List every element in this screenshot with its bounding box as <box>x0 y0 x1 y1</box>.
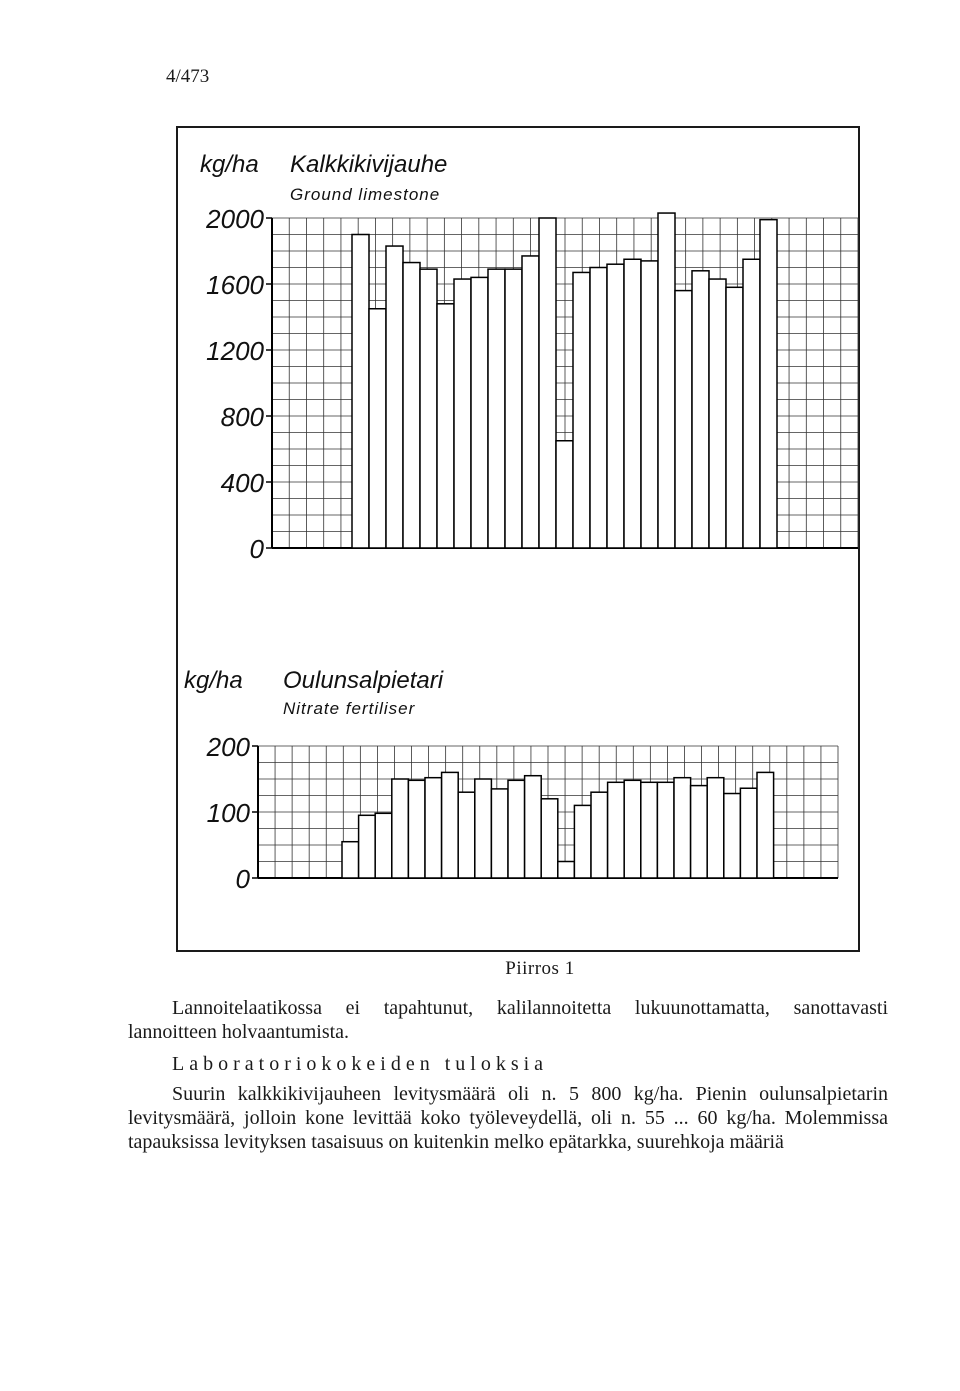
bar <box>624 259 641 548</box>
section-heading: Laboratoriokokeiden tuloksia <box>172 1053 549 1075</box>
bar <box>558 862 575 879</box>
y-tick-label: 800 <box>220 401 264 432</box>
chart-subtitle: Nitrate fertiliser <box>283 699 416 718</box>
bar <box>624 780 641 878</box>
bar <box>724 794 741 878</box>
bar <box>590 268 607 549</box>
bar <box>491 789 508 878</box>
y-tick-label: 1200 <box>206 335 264 366</box>
bar <box>726 287 743 548</box>
y-tick-label: 2000 <box>206 203 264 234</box>
bar <box>573 272 590 548</box>
y-tick-label: 400 <box>220 467 264 498</box>
bar <box>692 271 709 548</box>
bar <box>408 780 425 878</box>
bar <box>508 780 525 878</box>
paragraph-1: Lannoitelaatikossa ei tapahtunut, kalilannoitetta lukuunottamatta, sanottavasti lannoitteen holvaantumista. <box>128 997 888 1043</box>
bar <box>709 279 726 548</box>
bar <box>541 799 558 878</box>
bar <box>591 792 608 878</box>
body-text <box>128 996 888 1154</box>
bar <box>471 277 488 548</box>
bar <box>657 782 674 878</box>
y-tick-label: 100 <box>206 797 250 828</box>
bar <box>641 782 658 878</box>
y-tick-label: 0 <box>235 863 250 894</box>
bar <box>488 269 505 548</box>
y-tick-label: 0 <box>249 533 264 564</box>
bar <box>342 842 359 878</box>
bar <box>458 792 475 878</box>
bar <box>359 815 376 878</box>
unit-label: kg/ha <box>200 151 259 178</box>
y-tick-label: 200 <box>206 731 250 762</box>
page-number: 4/473 <box>166 66 210 87</box>
bar <box>392 779 409 878</box>
bar <box>375 813 392 878</box>
bar <box>608 782 625 878</box>
bar <box>641 261 658 548</box>
bar <box>707 778 724 878</box>
bar <box>525 776 542 878</box>
bar <box>403 263 420 548</box>
bar <box>442 772 459 878</box>
limestone-chart <box>200 151 858 564</box>
bar <box>522 256 539 548</box>
unit-label: kg/ha <box>184 667 243 694</box>
bar <box>505 269 522 548</box>
bar <box>454 279 471 548</box>
bar <box>574 805 591 878</box>
bar <box>760 220 777 548</box>
bar <box>740 788 757 878</box>
bar <box>475 779 492 878</box>
bar <box>539 218 556 548</box>
bar <box>420 269 437 548</box>
bar <box>437 304 454 548</box>
bar <box>556 441 573 548</box>
figure-caption: Piirros 1 <box>505 958 575 979</box>
bar <box>658 213 675 548</box>
bar <box>691 786 708 878</box>
chart-title: Oulunsalpietari <box>283 667 444 694</box>
bar <box>607 264 624 548</box>
paragraph-2: Suurin kalkkikivijauheen levitysmäärä oli n. 5 800 kg/ha. Pienin oulunsalpietarin levitysmäärä, jolloin kone levittää koko työleveydellä, oli n. 55 ... 60 kg/ha. Molemmissa tapauksissa levityksen tasaisuus on kuitenkin melko epätarkka, suurehkoja määriä <box>128 1083 888 1153</box>
y-tick-label: 1600 <box>206 269 264 300</box>
bar <box>757 772 774 878</box>
bar <box>386 246 403 548</box>
nitrate-chart <box>184 667 838 894</box>
chart-subtitle: Ground limestone <box>290 185 441 204</box>
bar <box>743 259 760 548</box>
bar <box>369 309 386 548</box>
bar <box>674 778 691 878</box>
chart-title: Kalkkikivijauhe <box>290 151 448 178</box>
bar <box>675 291 692 548</box>
bar <box>425 778 442 878</box>
bar <box>352 235 369 549</box>
